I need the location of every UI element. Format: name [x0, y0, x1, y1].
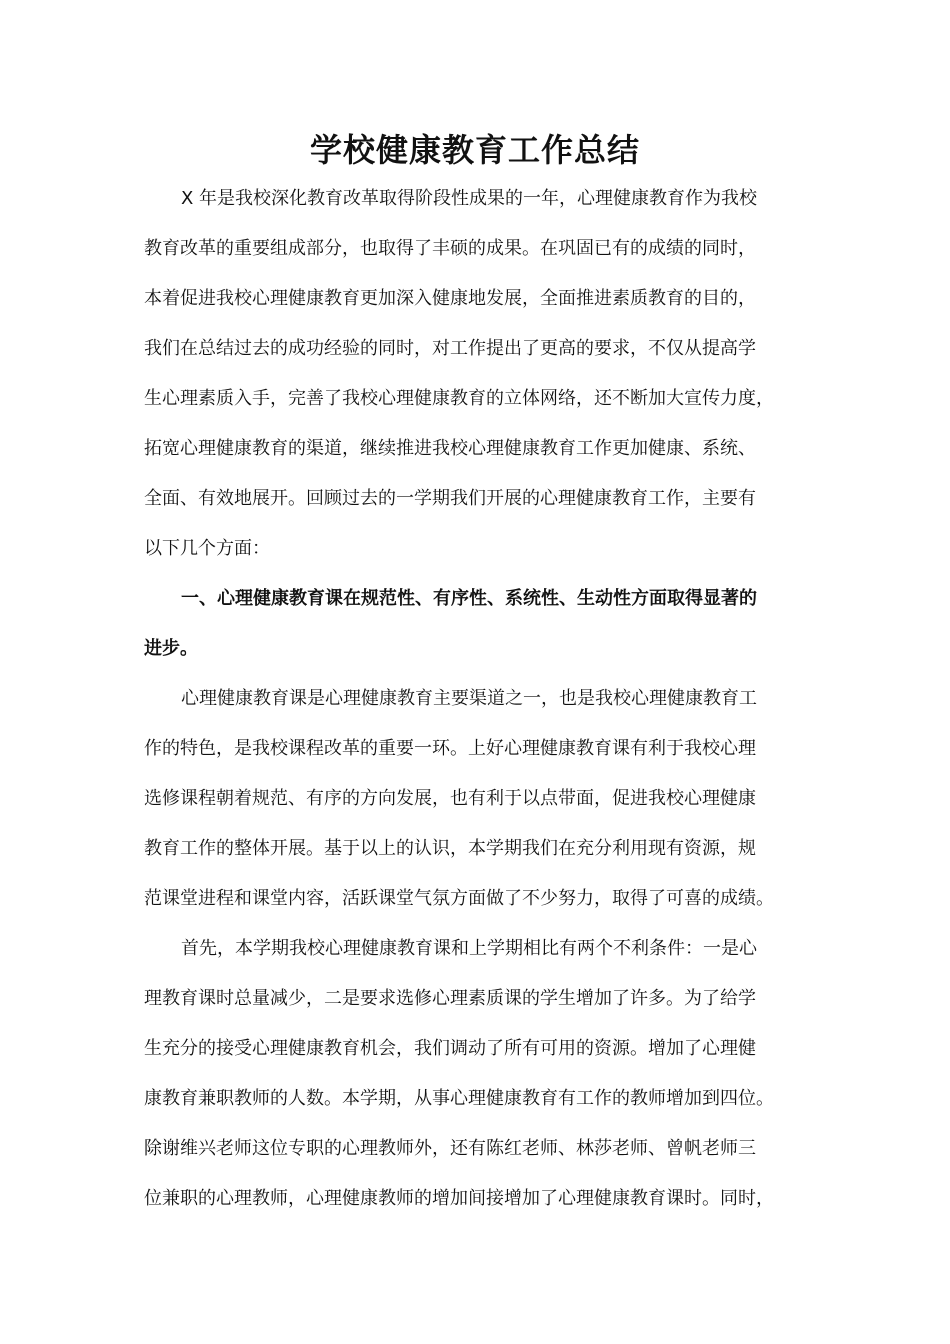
- paragraph-line: 教育工作的整体开展。基于以上的认识，本学期我们在充分利用现有资源，规: [144, 838, 756, 859]
- paragraph-line: 教育改革的重要组成部分，也取得了丰硕的成果。在巩固已有的成绩的同时，: [144, 238, 756, 259]
- paragraph-line: 本着促进我校心理健康教育更加深入健康地发展，全面推进素质教育的目的，: [144, 288, 756, 309]
- paragraph-line: 位兼职的心理教师，心理健康教师的增加间接增加了心理健康教育课时。同时，: [144, 1188, 774, 1209]
- paragraph-line: 生心理素质入手，完善了我校心理健康教育的立体网络，还不断加大宣传力度，: [144, 388, 774, 409]
- paragraph-line: 拓宽心理健康教育的渠道，继续推进我校心理健康教育工作更加健康、系统、: [144, 438, 756, 459]
- paragraph-line: 全面、有效地展开。回顾过去的一学期我们开展的心理健康教育工作，主要有: [144, 488, 756, 509]
- paragraph-line: 生充分的接受心理健康教育机会，我们调动了所有可用的资源。增加了心理健: [144, 1038, 756, 1059]
- document-title: 学校健康教育工作总结: [309, 131, 640, 169]
- paragraph-line: 心理健康教育课是心理健康教育主要渠道之一，也是我校心理健康教育工: [181, 688, 757, 709]
- paragraph-line: 理教育课时总量减少，二是要求选修心理素质课的学生增加了许多。为了给学: [144, 988, 756, 1009]
- paragraph-line: 除谢维兴老师这位专职的心理教师外，还有陈红老师、林莎老师、曾帆老师三: [144, 1138, 756, 1159]
- paragraph-line: 首先，本学期我校心理健康教育课和上学期相比有两个不利条件：一是心: [181, 938, 757, 959]
- paragraph-line: 范课堂进程和课堂内容，活跃课堂气氛方面做了不少努力，取得了可喜的成绩。: [144, 888, 774, 909]
- paragraph-line: 以下几个方面：: [144, 538, 270, 559]
- paragraph-line: 选修课程朝着规范、有序的方向发展，也有利于以点带面，促进我校心理健康: [144, 788, 756, 809]
- paragraph-line: X 年是我校深化教育改革取得阶段性成果的一年，心理健康教育作为我校: [181, 188, 758, 209]
- section-heading-line: 进步。: [144, 638, 198, 659]
- section-heading-line: 一、心理健康教育课在规范性、有序性、系统性、生动性方面取得显著的: [181, 588, 757, 609]
- paragraph-line: 康教育兼职教师的人数。本学期，从事心理健康教育有工作的教师增加到四位。: [144, 1088, 774, 1109]
- paragraph-line: 我们在总结过去的成功经验的同时，对工作提出了更高的要求，不仅从提高学: [144, 338, 756, 359]
- paragraph-line: 作的特色，是我校课程改革的重要一环。上好心理健康教育课有利于我校心理: [144, 738, 756, 759]
